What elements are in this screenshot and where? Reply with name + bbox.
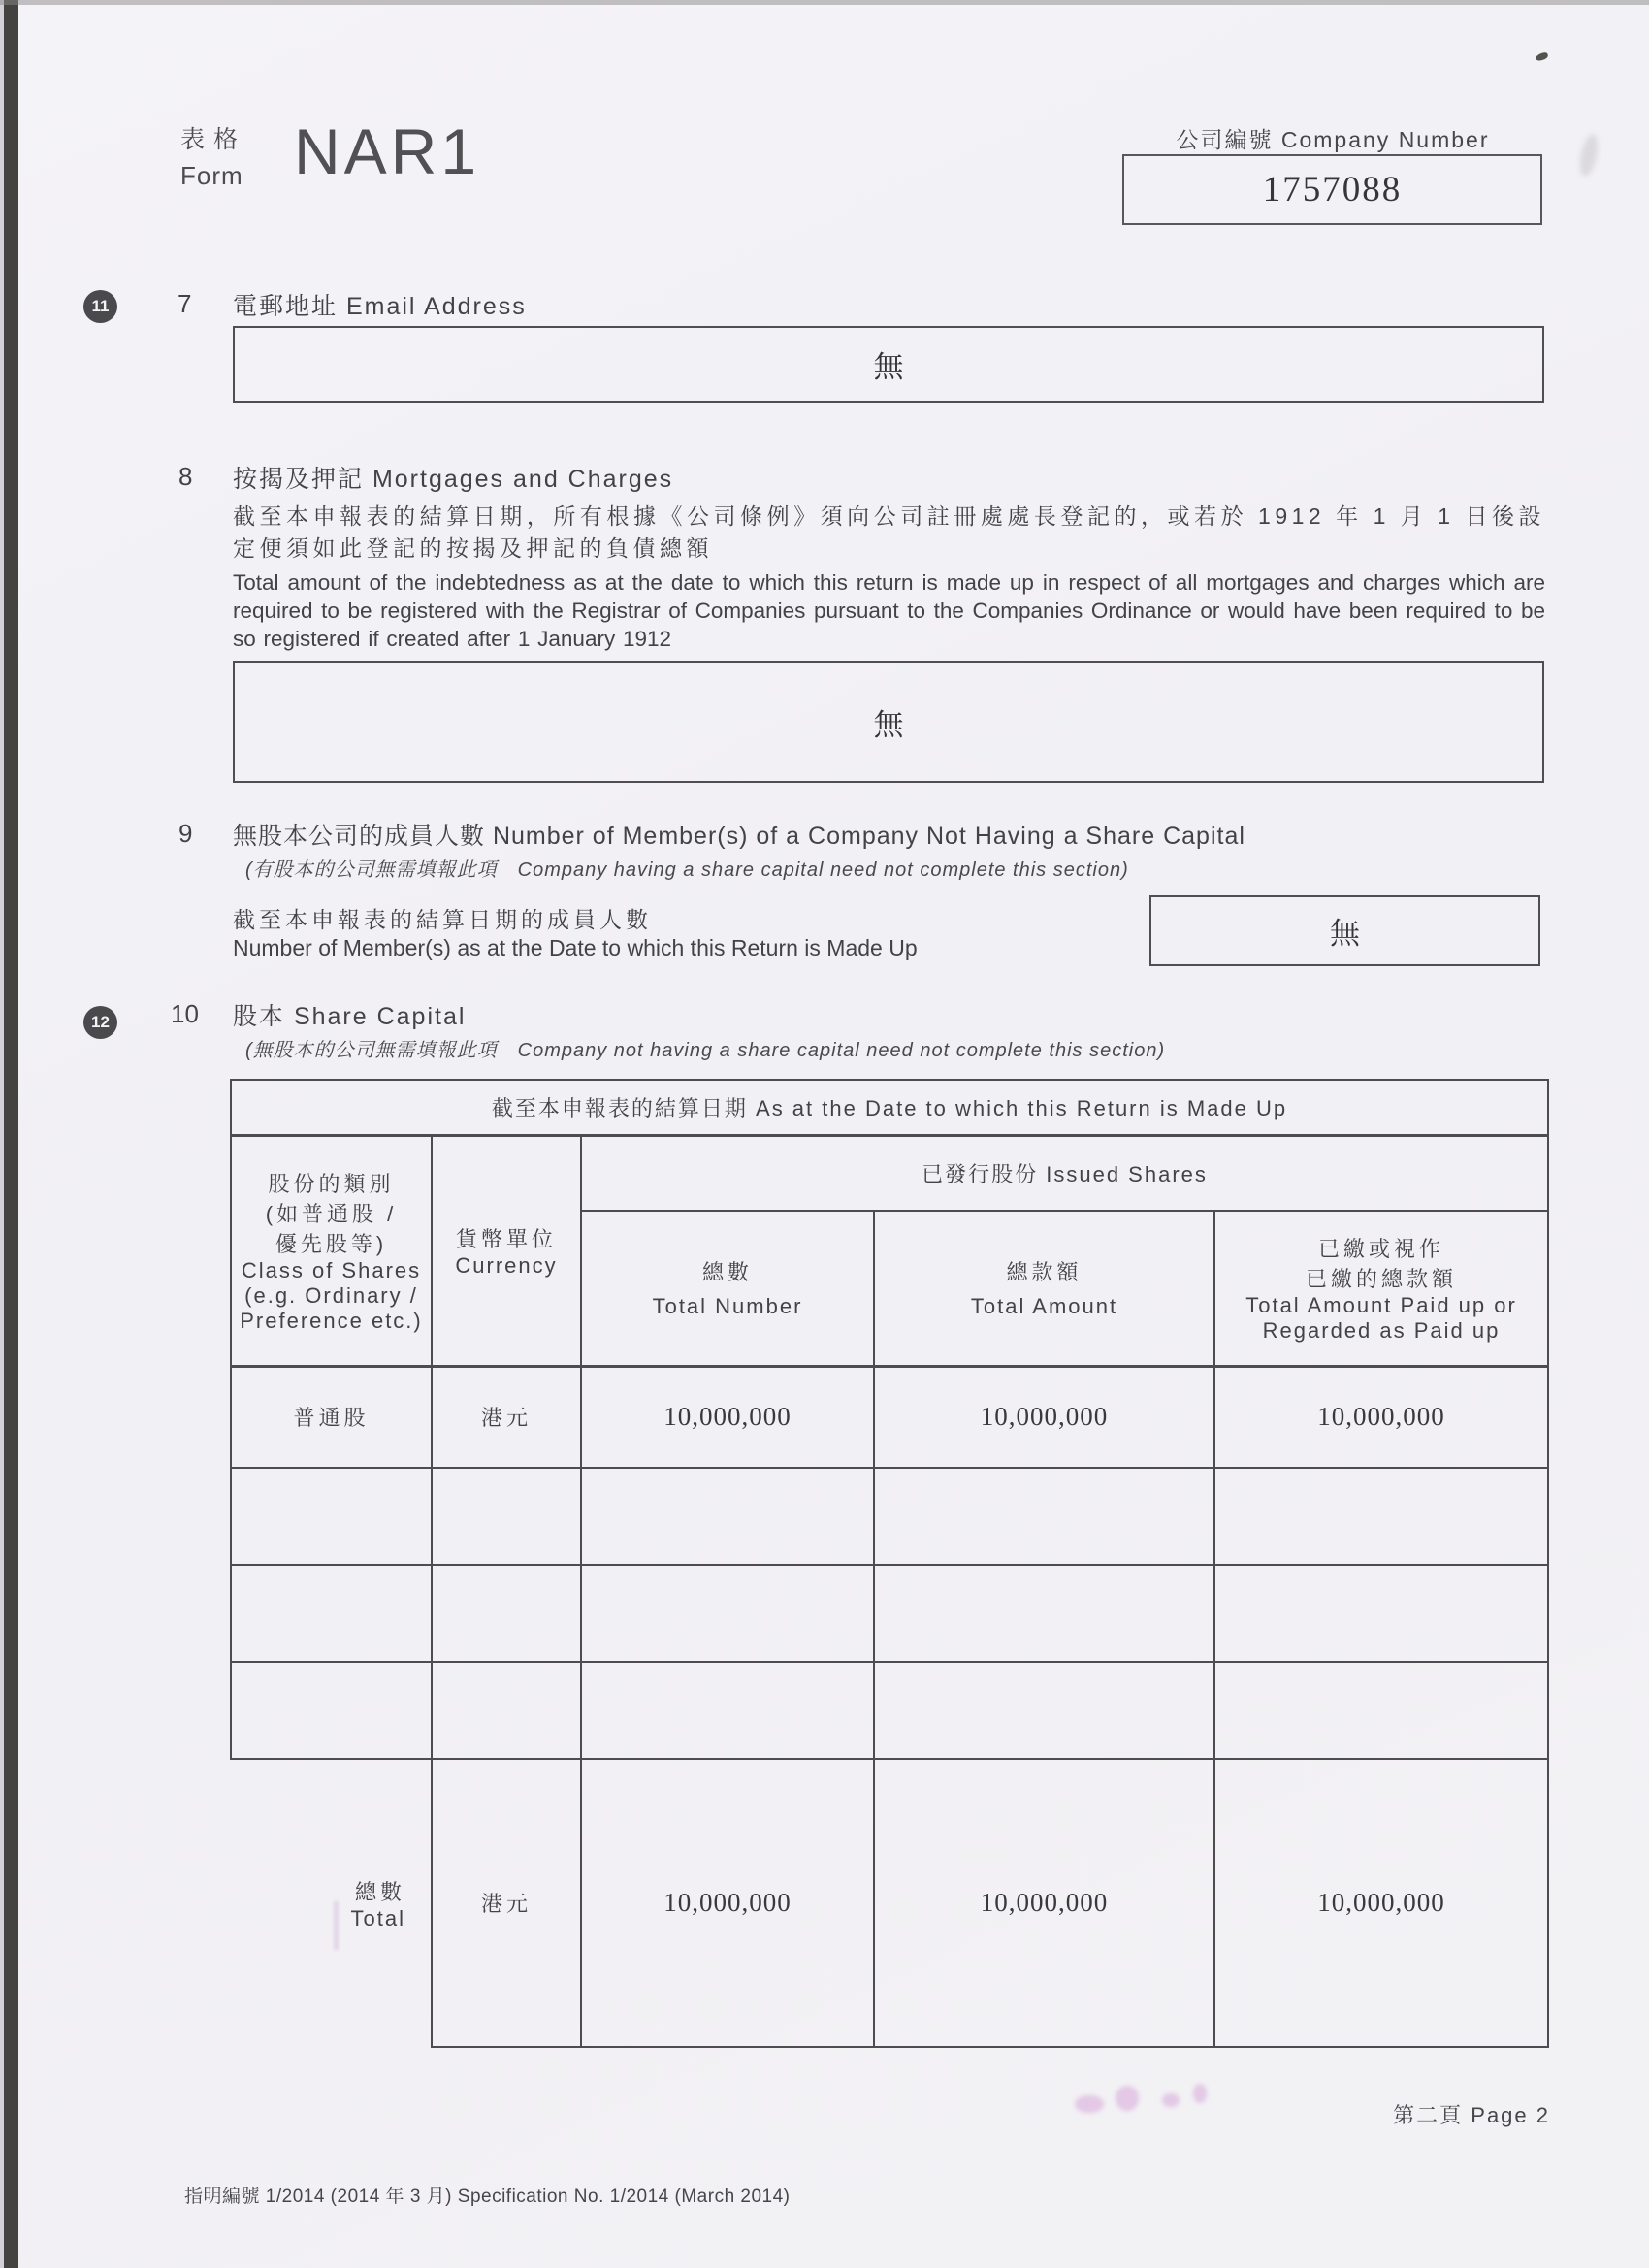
specification-note: 指明編號 1/2014 (2014 年 3 月) Specification No. 1/2014 (March 2014)	[184, 2187, 791, 2207]
section-8-body-en: Total amount of the indebtedness as at the date to which this return is made up in respect of all mortgages and charges which are required to be registered with the Registrar of Companies pursuant to the Companies Ordinance or would have been required to be so registered if created after 1 January 1912	[233, 570, 1545, 651]
empty-table-row	[231, 1468, 1548, 1565]
page-number: 第二頁 Page 2	[1393, 2103, 1550, 2127]
mortgages-value: 無	[873, 707, 904, 742]
email-address-value: 無	[873, 350, 904, 384]
stamp-remnant	[1193, 2084, 1207, 2103]
total-total-number: 10,000,000	[581, 1759, 874, 2047]
row-class: 普通股	[231, 1366, 432, 1468]
empty-table-row	[231, 1565, 1548, 1662]
form-label	[180, 120, 246, 191]
section-9-label-zh: 截至本申報表的結算日期的成員人數	[233, 907, 652, 932]
company-number-label: 公司編號 Company Number	[1176, 127, 1490, 152]
section-9-title: 無股本公司的成員人數 Number of Member(s) of a Company Not Having a Share Capital	[233, 823, 1245, 850]
scan-top-edge	[0, 0, 1649, 5]
header-paid-up: 已繳或視作 已繳的總款額 Total Amount Paid up or Regarded as Paid up	[1214, 1211, 1548, 1366]
mortgages-field	[233, 661, 1544, 783]
scan-smudge-right	[1577, 133, 1601, 178]
section-10-note: (無股本的公司無需填報此項 Company not having a share capital need not complete this section)	[245, 1040, 1166, 1061]
table-span-header: 截至本申報表的結算日期 As at the Date to which this Return is Made Up	[231, 1080, 1548, 1135]
section-9-label-en: Number of Member(s) as at the Date to which this Return is Made Up	[233, 935, 918, 960]
section-9-number: 9	[178, 819, 193, 848]
company-number-value: 1757088	[1262, 170, 1403, 210]
row-total-number: 10,000,000	[581, 1366, 874, 1468]
section-8-number: 8	[178, 462, 193, 491]
form-code: NAR1	[294, 115, 481, 187]
section-10-number: 10	[171, 999, 199, 1028]
members-value: 無	[1330, 917, 1360, 951]
header-class-of-shares: 股份的類別 (如普通股 / 優先股等) Class of Shares (e.g. Ordinary / Preference etc.)	[231, 1135, 432, 1366]
row-paid-up: 10,000,000	[1214, 1366, 1548, 1468]
scan-edge-strip	[4, 0, 18, 2268]
header-total-number: 總數 Total Number	[581, 1211, 874, 1366]
row-total-amount: 10,000,000	[874, 1366, 1214, 1468]
total-row	[231, 1759, 1548, 2047]
section-8-body-zh: 截至本申報表的結算日期，所有根據《公司條例》須向公司註冊處處長登記的，或若於 1912 年 1 月 1 日後設定便須如此登記的按揭及押記的負債總額	[233, 503, 1545, 561]
share-capital-table	[230, 1079, 1549, 2048]
scan-mark-top-right	[1535, 51, 1549, 62]
stamp-remnant	[1075, 2095, 1104, 2113]
form-label-zh: 表格	[180, 126, 247, 153]
total-paid-up: 10,000,000	[1214, 1759, 1548, 2047]
members-field	[1149, 895, 1540, 966]
margin-badge-12: 12	[83, 1006, 117, 1039]
company-number-box	[1122, 154, 1542, 225]
section-10-title: 股本 Share Capital	[233, 1003, 467, 1030]
form-label-en: Form	[180, 161, 243, 190]
header-total-amount: 總款額 Total Amount	[874, 1211, 1214, 1366]
stamp-remnant	[1116, 2086, 1139, 2111]
empty-table-row	[231, 1662, 1548, 1759]
section-9-note: (有股本的公司無需填報此項 Company having a share capital need not complete this section)	[245, 859, 1129, 881]
email-address-field	[233, 326, 1544, 403]
total-currency: 港元	[432, 1759, 581, 2047]
table-row	[231, 1366, 1548, 1468]
total-total-amount: 10,000,000	[874, 1759, 1214, 2047]
total-label: 總數 Total	[231, 1759, 432, 2047]
header-currency: 貨幣單位 Currency	[432, 1135, 581, 1366]
margin-badge-11: 11	[83, 290, 117, 323]
section-8-title: 按揭及押記 Mortgages and Charges	[233, 466, 674, 493]
header-issued-shares: 已發行股份 Issued Shares	[581, 1135, 1548, 1211]
section-7-number: 7	[178, 289, 192, 318]
stamp-remnant	[1162, 2093, 1180, 2107]
row-currency: 港元	[432, 1366, 581, 1468]
section-7-title: 電郵地址 Email Address	[233, 293, 527, 320]
